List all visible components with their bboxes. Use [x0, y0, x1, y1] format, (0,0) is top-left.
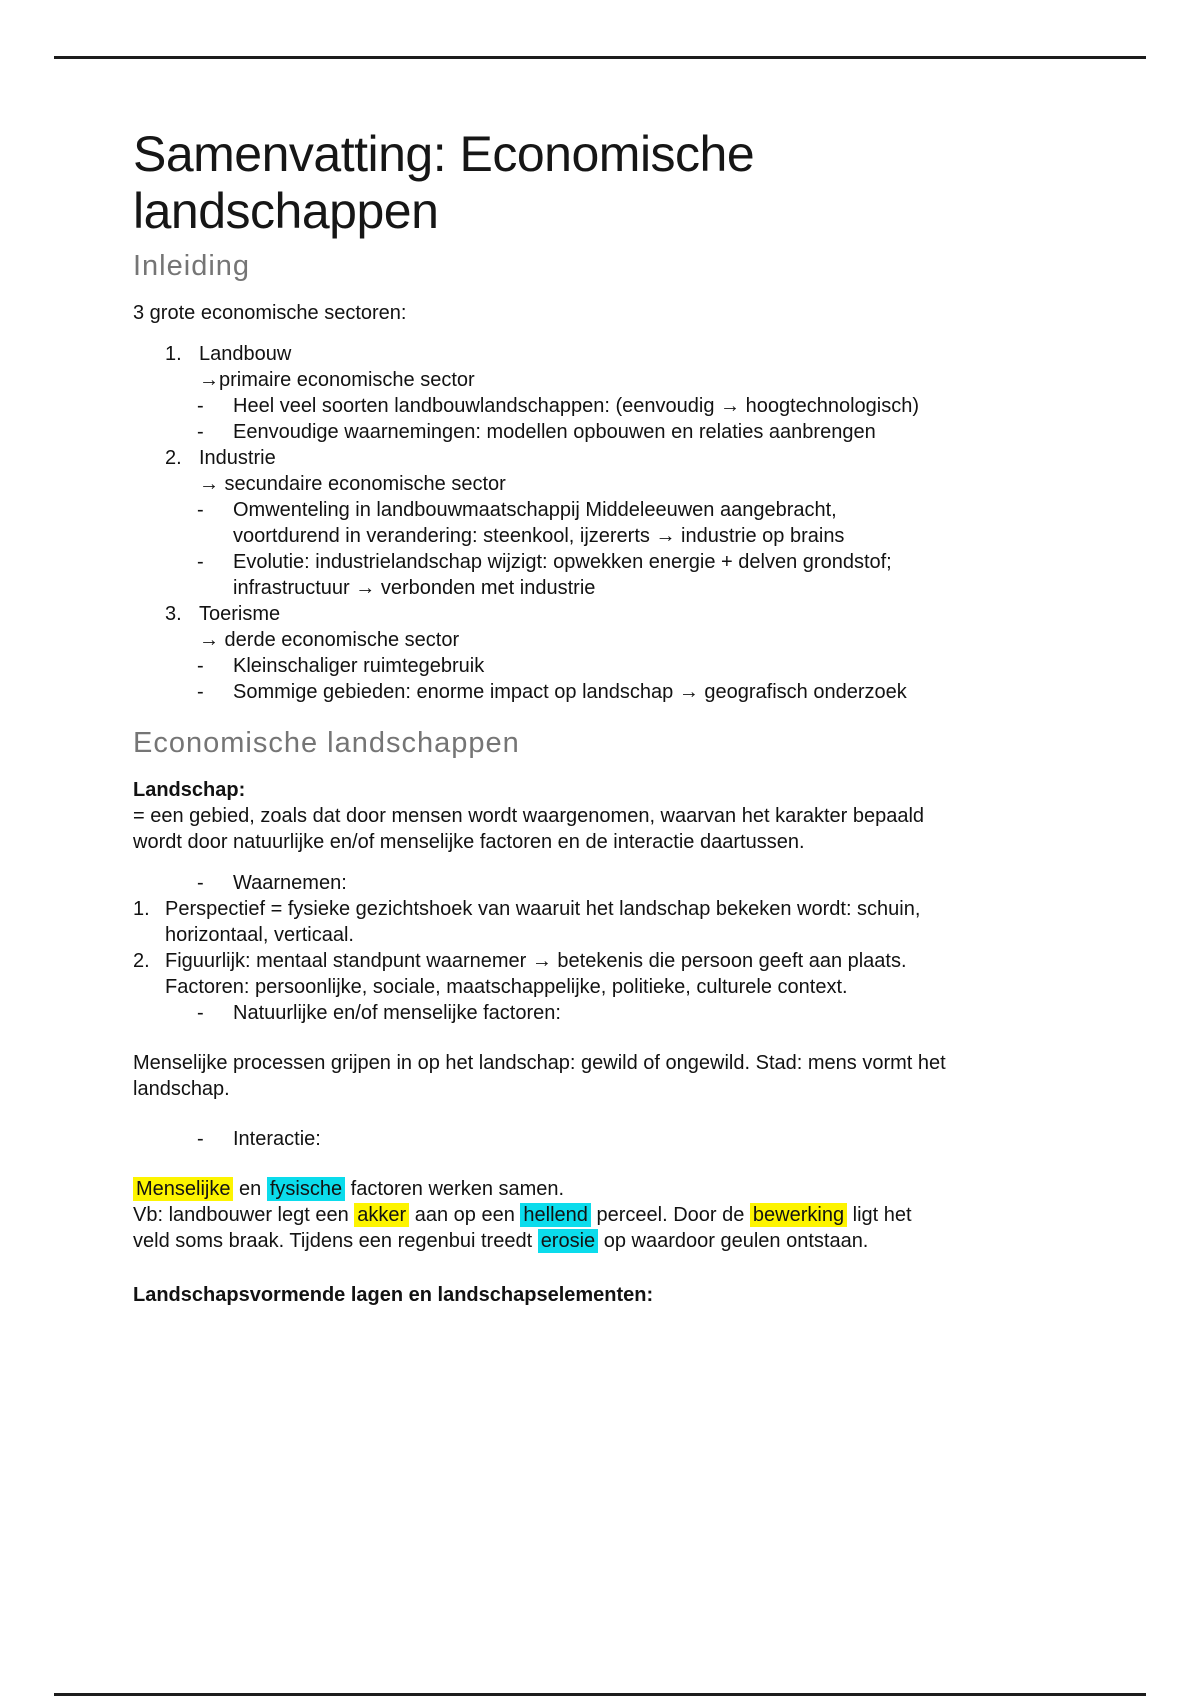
heading-economische: Economische landschappen	[133, 727, 520, 759]
highlight-yellow: Menselijke	[133, 1177, 233, 1201]
highlight-cyan: fysische	[267, 1177, 345, 1201]
bullet-text: Omwenteling in landbouwmaatschappij Middeleeuwen aangebracht, voortdurend in verandering: steenkool, ijzererts → industrie op brains	[233, 499, 845, 547]
bullet-item	[133, 393, 948, 419]
observation-number: 2.	[133, 950, 150, 972]
dash-bullet: -	[197, 421, 204, 443]
dash-bullet: -	[197, 655, 204, 677]
sector-list	[133, 341, 948, 705]
page-title: Samenvatting: Economische landschappen	[133, 126, 755, 239]
processen-paragraph: Menselijke processen grijpen in op het landschap: gewild of ongewild. Stad: mens vormt het landschap.	[133, 1052, 946, 1100]
highlight-cyan: erosie	[538, 1229, 598, 1253]
sector-number: 3.	[165, 603, 182, 625]
interactie-example	[133, 1202, 948, 1254]
bullet-item	[133, 497, 948, 549]
dash-bullet: -	[197, 872, 204, 894]
landschap-definition: = een gebied, zoals dat door mensen wordt waargenomen, waarvan het karakter bepaald wordt door natuurlijke en/of menselijke factoren en de interactie daartussen.	[133, 805, 925, 853]
bullet-item	[133, 419, 948, 445]
dash-bullet: -	[197, 681, 204, 703]
sector-name: Toerisme	[199, 603, 281, 625]
dash-bullet: -	[197, 551, 204, 573]
sector-name-row	[133, 601, 948, 627]
bullet-text: Evolutie: industrielandschap wijzigt: opwekken energie + delven grondstof; infrastructuur → verbonden met industrie	[233, 551, 892, 599]
bullet-item	[133, 679, 948, 705]
highlight-cyan: hellend	[520, 1203, 591, 1227]
bullet-text: Sommige gebieden: enorme impact op landschap → geografisch onderzoek	[233, 681, 907, 703]
bullet-text: Kleinschaliger ruimtegebruik	[233, 655, 485, 677]
highlight-yellow: akker	[354, 1203, 409, 1227]
sector-name: Landbouw	[199, 343, 292, 365]
plain-text: aan op een	[409, 1204, 521, 1226]
interactie-paragraph	[133, 1176, 948, 1254]
bullet-text: Eenvoudige waarnemingen: modellen opbouwen en relaties aanbrengen	[233, 421, 876, 443]
waarnemen-label-row	[133, 870, 948, 896]
bullet-item	[133, 549, 948, 601]
sector-name-row	[133, 445, 948, 471]
sector-number: 1.	[165, 343, 182, 365]
sector-arrow-note: →primaire economische sector	[199, 369, 475, 391]
waarnemen-label: Waarnemen:	[233, 872, 347, 894]
landschap-definition-block	[133, 777, 948, 855]
bullet-text: Heel veel soorten landbouwlandschappen: (eenvoudig → hoogtechnologisch)	[233, 395, 920, 417]
interactie-sentence	[133, 1176, 948, 1202]
interactie-label: Interactie:	[233, 1128, 321, 1150]
dash-bullet: -	[197, 395, 204, 417]
observation-item	[133, 896, 948, 948]
dash-bullet: -	[197, 1128, 204, 1150]
closing-heading: Landschapsvormende lagen en landschapselementen:	[133, 1284, 654, 1306]
factoren-label-row	[133, 1000, 948, 1026]
sector-name: Industrie	[199, 447, 276, 469]
sector-number: 2.	[165, 447, 182, 469]
factoren-label: Natuurlijke en/of menselijke factoren:	[233, 1002, 561, 1024]
plain-text: ligt het veld soms braak. Tijdens een regenbui treedt	[133, 1204, 912, 1252]
sector-name-row	[133, 341, 948, 367]
plain-text: factoren werken samen.	[345, 1178, 565, 1200]
top-rule	[54, 56, 1146, 59]
sector-arrow-note: → derde economische sector	[199, 629, 460, 651]
observation-item	[133, 948, 948, 1000]
sector-item	[133, 601, 948, 705]
plain-text: op waardoor geulen ontstaan.	[598, 1230, 869, 1252]
landschap-label: Landschap:	[133, 779, 246, 801]
observation-text: Figuurlijk: mentaal standpunt waarnemer → betekenis die persoon geeft aan plaats. Factoren: persoonlijke, sociale, maatschappelijke, politieke, culturele context.	[165, 950, 907, 998]
observation-number: 1.	[133, 898, 150, 920]
interactie-label-row	[133, 1126, 948, 1152]
bullet-item	[133, 653, 948, 679]
sector-item	[133, 445, 948, 601]
waarnemen-block	[133, 870, 948, 1026]
bottom-rule	[54, 1693, 1146, 1696]
sector-arrow-note: → secundaire economische sector	[199, 473, 506, 495]
intro-line: 3 grote economische sectoren:	[133, 302, 407, 324]
observation-text: Perspectief = fysieke gezichtshoek van waaruit het landschap bekeken wordt: schuin, horizontaal, verticaal.	[165, 898, 921, 946]
heading-inleiding: Inleiding	[133, 250, 251, 282]
dash-bullet: -	[197, 1002, 204, 1024]
plain-text: perceel. Door de	[590, 1204, 750, 1226]
highlight-yellow: bewerking	[750, 1203, 847, 1227]
sector-item	[133, 341, 948, 445]
dash-bullet: -	[197, 499, 204, 521]
plain-text: Vb: landbouwer legt een	[133, 1204, 355, 1226]
plain-text: en	[233, 1178, 267, 1200]
page-content	[133, 126, 948, 1323]
